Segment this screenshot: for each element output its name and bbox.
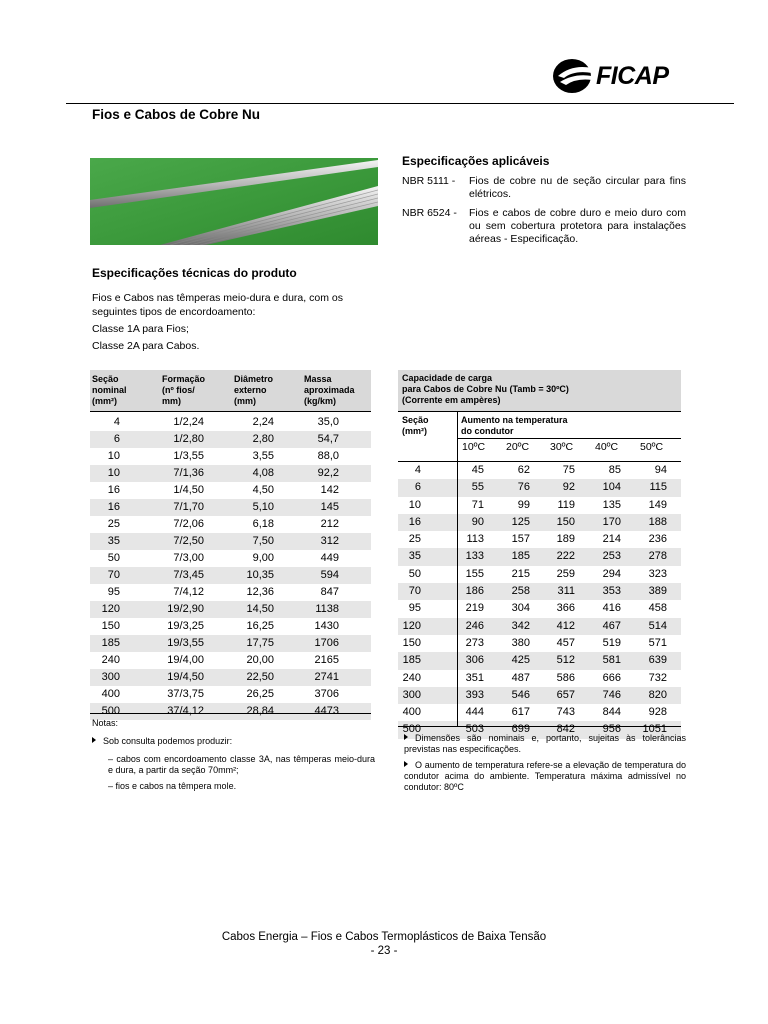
cell-massa: 2165: [314, 654, 339, 666]
note-item: – cabos com encordoamento classe 3A, nas têmperas meio-dura e dura, a partir da seção 70mm²;: [108, 754, 375, 775]
table-row: [90, 431, 371, 448]
cell-corrente: 586: [556, 671, 575, 684]
bullet-icon: [92, 737, 96, 743]
cell-secao: 95: [408, 602, 421, 615]
header-rule: [66, 103, 734, 104]
cell-corrente: 258: [511, 585, 530, 598]
note-text: O aumento de temperatura refere-se a elevação de temperatura do condutor acima do ambiente. Temperatura máxima admissível no condutor: 80ºC: [404, 760, 686, 792]
cell-corrente: 311: [557, 585, 575, 598]
cell-corrente: 75: [562, 464, 575, 476]
header-diametro: Diâmetro externo (mm): [234, 374, 274, 406]
spec-item: [402, 207, 687, 249]
cell-diametro: 6,18: [252, 518, 274, 530]
tech-class-fios: Classe 1A para Fios;: [92, 323, 189, 335]
table-row: [398, 531, 681, 548]
cell-massa: 35,0: [317, 416, 339, 428]
cell-corrente: 519: [602, 636, 621, 649]
cell-corrente: 380: [511, 636, 530, 649]
cell-secao: 50: [107, 552, 120, 564]
table-row: [90, 652, 371, 669]
cell-secao: 120: [402, 619, 421, 632]
cell-corrente: 928: [648, 706, 667, 719]
cell-corrente: 133: [465, 550, 484, 563]
cell-corrente: 457: [556, 636, 575, 649]
cell-corrente: 215: [511, 567, 530, 580]
cell-massa: 4473: [314, 705, 339, 717]
cell-diametro: 28,84: [246, 705, 274, 717]
cell-secao: 240: [101, 654, 120, 666]
cell-diametro: 12,36: [246, 586, 274, 598]
table-row: [398, 618, 681, 635]
cell-corrente: 259: [556, 567, 575, 580]
cell-formacao: 19/4,50: [167, 671, 204, 683]
cell-secao: 16: [408, 515, 421, 528]
cell-massa: 1430: [314, 620, 339, 632]
cell-formacao: 19/2,90: [167, 603, 204, 615]
title-line: Capacidade de carga: [402, 373, 493, 383]
table-row: [398, 583, 681, 600]
cell-massa: 212: [320, 518, 339, 530]
cell-corrente: 444: [465, 706, 484, 719]
cell-massa: 145: [320, 501, 339, 513]
cell-corrente: 503: [465, 723, 484, 736]
cell-secao: 150: [101, 620, 120, 632]
cell-corrente: 94: [654, 464, 667, 476]
cell-secao: 300: [402, 688, 421, 701]
cell-secao: 185: [101, 637, 120, 649]
table-row: [90, 448, 371, 465]
cell-corrente: 458: [648, 602, 667, 615]
table-row: [398, 652, 681, 669]
cell-diametro: 20,00: [246, 654, 274, 666]
table-row: [398, 514, 681, 531]
table-row: [398, 479, 681, 496]
cell-corrente: 149: [648, 498, 667, 511]
cell-massa: 92,2: [317, 467, 339, 479]
cell-secao: 35: [408, 550, 421, 563]
cell-corrente: 294: [602, 567, 621, 580]
cell-formacao: 1/4,50: [173, 484, 204, 496]
cell-corrente: 157: [511, 533, 530, 546]
header-temp: 40ºC: [595, 441, 619, 453]
cell-corrente: 185: [511, 550, 530, 563]
cell-formacao: 19/3,55: [167, 637, 204, 649]
cell-corrente: 657: [556, 688, 575, 701]
table-row: [90, 465, 371, 482]
cell-massa: 54,7: [317, 433, 339, 445]
cell-corrente: 743: [556, 706, 575, 719]
cell-corrente: 514: [648, 619, 667, 632]
cell-diametro: 22,50: [246, 671, 274, 683]
cell-diametro: 14,50: [246, 603, 274, 615]
note-text: Dimensões são nominais e, portanto, sujeitas às tolerâncias previstas nas especificações.: [404, 733, 686, 754]
cell-corrente: 467: [602, 619, 621, 632]
cell-corrente: 189: [556, 533, 575, 546]
title-line: para Cabos de Cobre Nu (Tamb = 30ºC): [402, 384, 569, 394]
cell-secao: 25: [107, 518, 120, 530]
notes-title: Notas:: [92, 718, 119, 728]
table-row: [90, 516, 371, 533]
cell-corrente: 214: [602, 533, 621, 546]
cell-diametro: 10,35: [246, 569, 274, 581]
cell-corrente: 342: [511, 619, 530, 632]
cell-corrente: 155: [465, 567, 484, 580]
cell-secao: 70: [408, 585, 421, 598]
cell-corrente: 113: [466, 533, 484, 546]
table-rule: [457, 438, 681, 439]
cell-corrente: 246: [465, 619, 484, 632]
cell-corrente: 842: [556, 723, 575, 736]
specs-title: Especificações aplicáveis: [402, 154, 550, 168]
cell-formacao: 1/2,80: [173, 433, 204, 445]
cell-corrente: 253: [602, 550, 621, 563]
table-divider: [457, 412, 458, 726]
header-temp: 20ºC: [506, 441, 530, 453]
header-line: Seção: [402, 415, 429, 425]
cell-corrente: 219: [465, 602, 484, 615]
cell-corrente: 412: [556, 619, 575, 632]
header-aumento: [461, 415, 568, 437]
left-table-body: [90, 414, 371, 720]
cell-corrente: 844: [602, 706, 621, 719]
table-row: [398, 566, 681, 583]
cell-formacao: 7/1,70: [173, 501, 204, 513]
cell-corrente: 125: [511, 515, 530, 528]
cell-formacao: 19/3,25: [167, 620, 204, 632]
spec-code: NBR 6524 -: [402, 207, 457, 219]
table-rule: [90, 713, 371, 714]
cell-secao: 6: [113, 433, 120, 445]
cell-corrente: 85: [608, 464, 621, 476]
cell-corrente: 90: [471, 515, 484, 528]
cell-corrente: 617: [511, 706, 530, 719]
cell-corrente: 416: [602, 602, 621, 615]
spec-item: [402, 175, 687, 203]
cell-secao: 4: [414, 464, 421, 476]
cell-corrente: 323: [648, 567, 667, 580]
spec-text: Fios e cabos de cobre duro e meio duro com ou sem cobertura protetora para instalações aéreas - Especificação.: [469, 207, 686, 245]
cell-secao: 95: [107, 586, 120, 598]
cell-secao: 4: [113, 416, 120, 428]
bullet-icon: [404, 734, 408, 740]
cell-corrente: 135: [602, 498, 621, 511]
cell-corrente: 115: [649, 481, 667, 494]
table-row: [90, 567, 371, 584]
right-table-header: [398, 370, 681, 411]
cell-corrente: 71: [471, 498, 484, 511]
header-temp: 10ºC: [462, 441, 486, 453]
table-row: [398, 600, 681, 617]
right-table-title: [402, 373, 569, 406]
cell-formacao: 1/3,55: [173, 450, 204, 462]
table-row: [398, 670, 681, 687]
cell-corrente: 546: [511, 688, 530, 701]
cell-secao: 70: [107, 569, 120, 581]
cell-corrente: 188: [648, 515, 667, 528]
table-row: [90, 703, 371, 720]
cell-secao: 10: [107, 467, 120, 479]
table-row: [398, 704, 681, 721]
cell-corrente: 366: [556, 602, 575, 615]
table-row: [398, 687, 681, 704]
cell-diametro: 4,08: [252, 467, 274, 479]
cell-secao: 35: [107, 535, 120, 547]
cell-massa: 312: [320, 535, 339, 547]
cell-corrente: 353: [602, 585, 621, 598]
spec-text: Fios de cobre nu de seção circular para fins elétricos.: [469, 175, 686, 200]
cell-diametro: 3,55: [252, 450, 274, 462]
cell-diametro: 9,00: [252, 552, 274, 564]
table-row: [90, 499, 371, 516]
header-temp: 30ºC: [550, 441, 574, 453]
cell-corrente: 62: [517, 464, 530, 476]
footer-text: Cabos Energia – Fios e Cabos Termoplásticos de Baixa Tensão: [221, 931, 547, 943]
cell-corrente: 222: [556, 550, 575, 563]
cell-secao: 10: [408, 498, 421, 511]
cell-corrente: 273: [465, 636, 484, 649]
cell-corrente: 487: [511, 671, 530, 684]
cell-corrente: 699: [511, 723, 530, 736]
table-row: [90, 601, 371, 618]
header-line: (mm²): [402, 426, 427, 436]
table-rule: [398, 726, 681, 727]
cell-secao: 50: [408, 567, 421, 580]
cell-secao: 400: [101, 688, 120, 700]
cell-formacao: 37/4,12: [167, 705, 204, 717]
cell-corrente: 306: [465, 654, 484, 667]
cell-secao: 400: [402, 706, 421, 719]
tech-class-cabos: Classe 2A para Cabos.: [92, 340, 200, 352]
cell-formacao: 37/3,75: [167, 688, 204, 700]
cell-corrente: 389: [648, 585, 667, 598]
cell-corrente: 92: [562, 481, 575, 494]
table-row: [90, 584, 371, 601]
cell-corrente: 304: [511, 602, 530, 615]
cell-massa: 142: [320, 484, 339, 496]
cell-secao: 120: [101, 603, 120, 615]
cell-corrente: 45: [471, 464, 484, 476]
cable-photo: [90, 158, 378, 245]
cell-formacao: 19/4,00: [167, 654, 204, 666]
cell-corrente: 104: [602, 481, 621, 494]
tech-title: Especificações técnicas do produto: [92, 266, 297, 280]
cell-secao: 16: [107, 501, 120, 513]
cell-corrente: 571: [648, 636, 667, 649]
table-rule: [90, 411, 371, 412]
cell-formacao: 7/2,50: [173, 535, 204, 547]
cell-secao: 240: [402, 671, 421, 684]
cell-diametro: 26,25: [246, 688, 274, 700]
right-table-body: [398, 462, 681, 739]
cell-formacao: 7/3,00: [173, 552, 204, 564]
cell-corrente: 746: [602, 688, 621, 701]
cell-corrente: 278: [648, 550, 667, 563]
cell-massa: 449: [320, 552, 339, 564]
cell-diametro: 16,25: [246, 620, 274, 632]
table-row: [90, 686, 371, 703]
note-item: [404, 760, 686, 793]
cell-diametro: 5,10: [252, 501, 274, 513]
header-secao: [402, 415, 429, 437]
table-row: [90, 414, 371, 431]
cell-secao: 300: [101, 671, 120, 683]
cell-corrente: 186: [465, 585, 484, 598]
cell-secao: 500: [101, 705, 120, 717]
cell-corrente: 639: [648, 654, 667, 667]
table-row: [398, 462, 681, 479]
cell-secao: 500: [402, 723, 421, 736]
table-row: [398, 497, 681, 514]
cell-secao: 6: [414, 481, 421, 494]
cell-corrente: 732: [648, 671, 667, 684]
cell-massa: 847: [320, 586, 339, 598]
cell-formacao: 7/1,36: [173, 467, 204, 479]
cell-massa: 2741: [314, 671, 339, 683]
table-row: [90, 482, 371, 499]
cell-formacao: 7/4,12: [173, 586, 204, 598]
note-item: [404, 733, 686, 755]
header-line: Aumento na temperatura: [461, 415, 568, 425]
logo-text: FICAP: [596, 62, 669, 90]
bullet-icon: [404, 761, 408, 767]
cell-corrente: 1051: [642, 723, 667, 736]
title-line: (Corrente em ampères): [402, 395, 501, 405]
cell-corrente: 150: [556, 515, 575, 528]
header-secao: Seção nominal (mm²): [92, 374, 127, 406]
page-number: - 23 -: [370, 945, 398, 957]
cell-corrente: 170: [602, 515, 621, 528]
note-item: – fios e cabos na têmpera mole.: [108, 781, 237, 791]
cell-corrente: 119: [557, 498, 575, 511]
cell-diametro: 2,24: [252, 416, 274, 428]
cell-corrente: 236: [648, 533, 667, 546]
cell-massa: 1706: [314, 637, 339, 649]
cell-formacao: 7/2,06: [173, 518, 204, 530]
cell-diametro: 4,50: [252, 484, 274, 496]
table-row: [398, 635, 681, 652]
cell-formacao: 1/2,24: [173, 416, 204, 428]
cell-diametro: 7,50: [252, 535, 274, 547]
cell-massa: 594: [320, 569, 339, 581]
cell-formacao: 7/3,45: [173, 569, 204, 581]
spec-code: NBR 5111 -: [402, 175, 456, 187]
header-formacao: Formação (nº fios/ mm): [162, 374, 206, 406]
cell-corrente: 76: [517, 481, 530, 494]
table-row: [90, 533, 371, 550]
right-table-subheader: [398, 412, 681, 461]
cell-massa: 1138: [315, 603, 339, 615]
cell-secao: 150: [402, 636, 421, 649]
cell-corrente: 581: [602, 654, 621, 667]
note-text: Sob consulta podemos produzir:: [103, 736, 233, 746]
cell-corrente: 393: [465, 688, 484, 701]
cell-massa: 3706: [314, 688, 339, 700]
cell-secao: 10: [107, 450, 120, 462]
cell-corrente: 351: [465, 671, 484, 684]
header-line: do condutor: [461, 426, 514, 436]
table-row: [90, 669, 371, 686]
cell-corrente: 666: [602, 671, 621, 684]
cell-corrente: 512: [556, 654, 575, 667]
table-row: [398, 548, 681, 565]
note-item: [92, 736, 382, 747]
table-row: [90, 635, 371, 652]
tech-description: Fios e Cabos nas têmperas meio-dura e dura, com os seguintes tipos de encordoamento:: [92, 292, 343, 318]
header-massa: Massa aproximada (kg/km): [304, 374, 355, 406]
cell-diametro: 2,80: [252, 433, 274, 445]
table-row: [90, 550, 371, 567]
page-title: Fios e Cabos de Cobre Nu: [92, 107, 261, 122]
header-temp: 50ºC: [640, 441, 664, 453]
cell-secao: 16: [107, 484, 120, 496]
cell-secao: 25: [408, 533, 421, 546]
left-table-header: [90, 370, 371, 411]
cell-corrente: 55: [471, 481, 484, 494]
cell-corrente: 99: [517, 498, 530, 511]
cell-corrente: 820: [648, 688, 667, 701]
cell-secao: 185: [402, 654, 421, 667]
cell-corrente: 425: [511, 654, 530, 667]
cell-corrente: 956: [602, 723, 621, 736]
cell-massa: 88,0: [317, 450, 339, 462]
table-row: [90, 618, 371, 635]
cell-diametro: 17,75: [246, 637, 274, 649]
